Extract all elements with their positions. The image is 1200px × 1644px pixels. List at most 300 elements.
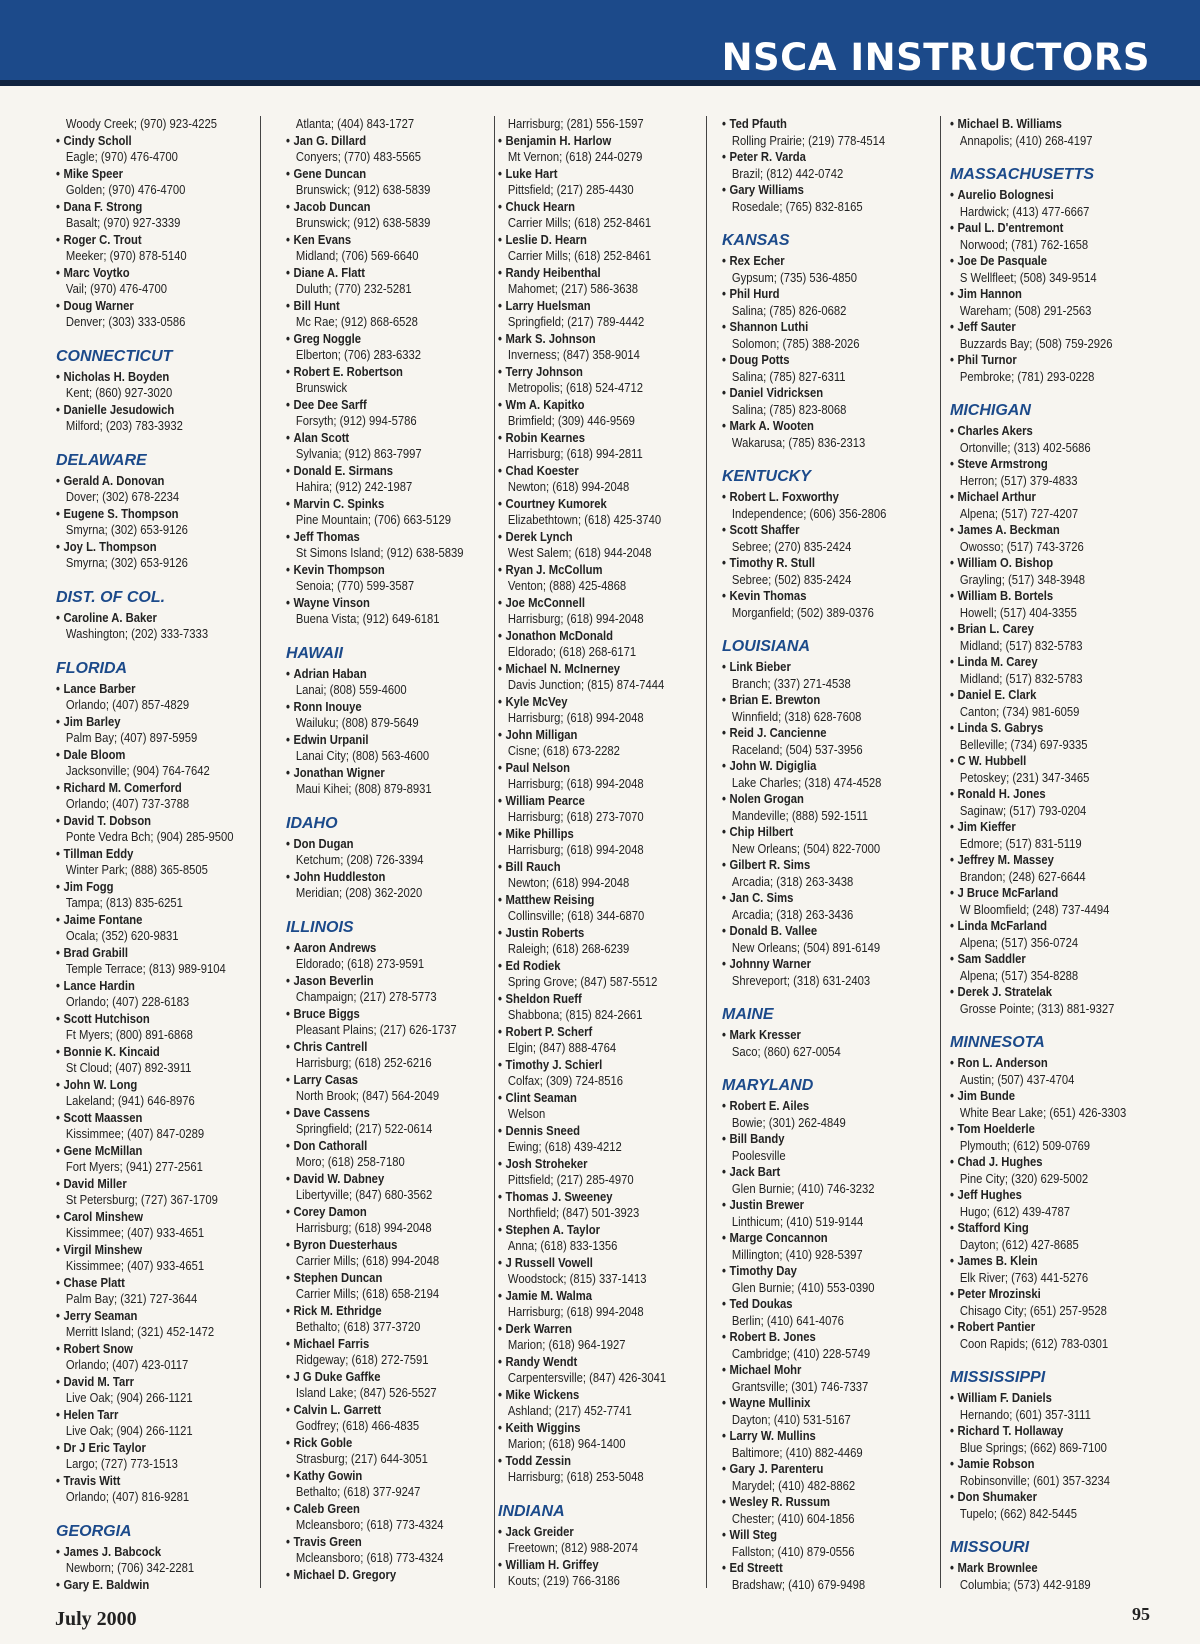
instructor-entry — [286, 973, 486, 1006]
instructor-name: • Kyle McVey — [498, 694, 678, 711]
instructor-location-phone: Springfield; (217) 789-4442 — [507, 315, 645, 329]
instructor-location-phone: Mcleansboro; (618) 773-4324 — [295, 1551, 444, 1565]
instructor-entry — [950, 1560, 1150, 1593]
page-title: NSCA INSTRUCTORS — [721, 36, 1150, 79]
instructor-name: • Scott Maassen — [56, 1110, 232, 1127]
instructor-location-phone: Springfield; (217) 522-0614 — [295, 1122, 433, 1136]
instructor-location-phone: Ortonville; (313) 402-5686 — [959, 440, 1091, 455]
instructor-name: • Larry Huelsman — [498, 298, 678, 315]
instructor-name: • Robert B. Jones — [722, 1329, 911, 1346]
instructor-entry — [286, 1435, 486, 1468]
instructor-name: • Richard M. Comerford — [56, 780, 232, 797]
instructor-location-phone: Annapolis; (410) 268-4197 — [959, 133, 1093, 148]
instructor-entry — [56, 473, 252, 506]
instructor-entry — [722, 1494, 932, 1527]
instructor-location-phone: Basalt; (970) 927-3339 — [65, 216, 181, 230]
instructor-location-phone: Salina; (785) 827-6311 — [731, 369, 846, 384]
instructor-entry — [286, 1369, 486, 1402]
instructor-entry — [722, 1296, 932, 1329]
instructor-name: • Virgil Minshew — [56, 1242, 232, 1259]
instructor-entry — [286, 1270, 486, 1303]
instructor-location-phone: New Orleans; (504) 822-7000 — [731, 841, 881, 856]
instructor-name: • Linda McFarland — [950, 918, 1130, 935]
instructor-location-phone: Metropolis; (618) 524-4712 — [507, 381, 643, 395]
instructor-location-phone: Branch; (337) 271-4538 — [731, 676, 851, 691]
instructor-location-phone: Buena Vista; (912) 649-6181 — [295, 612, 440, 626]
instructor-location-phone: Kouts; (219) 766-3186 — [507, 1574, 620, 1588]
instructor-location-phone: Maui Kihei; (808) 879-8931 — [295, 782, 432, 796]
instructor-name: • Chad Koester — [498, 463, 678, 480]
instructor-entry — [286, 732, 486, 765]
instructor-entry — [722, 352, 932, 385]
instructor-name: • Caroline A. Baker — [56, 610, 232, 627]
instructor-location-phone: Elgin; (847) 888-4764 — [507, 1041, 617, 1055]
instructor-name: • Travis Witt — [56, 1473, 232, 1490]
instructor-name: • Marge Concannon — [722, 1230, 911, 1247]
instructor-name: • Michael N. McInerney — [498, 661, 678, 678]
instructor-location-phone: Marion; (618) 964-1927 — [507, 1338, 626, 1352]
instructor-name: • Caleb Green — [286, 1501, 466, 1518]
instructor-name: • Donald B. Vallee — [722, 923, 911, 940]
instructor-name: • Jamie M. Walma — [498, 1288, 678, 1305]
instructor-name: • Gilbert R. Sims — [722, 857, 911, 874]
issue-date: July 2000 — [55, 1608, 137, 1630]
instructor-location-phone: New Orleans; (504) 891-6149 — [731, 940, 881, 955]
instructor-name: • Keith Wiggins — [498, 1420, 678, 1437]
instructor-location-phone: Lanai; (808) 559-4600 — [295, 683, 407, 697]
instructor-entry — [498, 958, 698, 991]
instructor-entry — [722, 956, 932, 989]
instructor-name: • Robin Kearnes — [498, 430, 678, 447]
instructor-entry — [498, 298, 698, 331]
instructor-location-phone: Independence; (606) 356-2806 — [731, 506, 887, 521]
instructor-location-phone: Mc Rae; (912) 868-6528 — [295, 315, 418, 329]
instructor-entry — [498, 991, 698, 1024]
instructor-name: • Mark A. Wooten — [722, 418, 911, 435]
instructor-entry — [722, 1362, 932, 1395]
instructor-location-phone: Salina; (785) 823-8068 — [731, 402, 847, 417]
instructor-entry — [950, 1187, 1150, 1220]
instructor-entry — [950, 1456, 1150, 1489]
state-heading: MARYLAND — [722, 1077, 814, 1094]
instructor-name: • John W. Digiglia — [722, 758, 911, 775]
instructor-name: • Scott Shaffer — [722, 522, 911, 539]
instructor-location-phone: Pembroke; (781) 293-0228 — [959, 369, 1095, 384]
instructor-name: • Chad J. Hughes — [950, 1154, 1130, 1171]
instructor-name: • Phil Hurd — [722, 286, 911, 303]
instructor-name: • Mark S. Johnson — [498, 331, 678, 348]
directory-column-3 — [498, 116, 707, 1588]
instructor-name: • Wayne Vinson — [286, 595, 466, 612]
instructor-location-phone: Harrisburg; (618) 994-2048 — [507, 612, 644, 626]
instructor-location-phone: Tupelo; (662) 842-5445 — [959, 1506, 1078, 1521]
instructor-entry — [56, 133, 252, 166]
instructor-location-phone: Brunswick; (912) 638-5839 — [295, 183, 431, 197]
instructor-location-phone: Saco; (860) 627-0054 — [731, 1044, 841, 1059]
instructor-entry — [286, 595, 486, 628]
state-heading: DELAWARE — [56, 451, 147, 469]
instructor-location-phone: Columbia; (573) 442-9189 — [959, 1577, 1091, 1592]
instructor-entry — [950, 621, 1150, 654]
instructor-entry — [498, 859, 698, 892]
instructor-entry — [286, 1171, 486, 1204]
instructor-location-phone: Orlando; (407) 737-3788 — [65, 797, 190, 811]
instructor-location-phone: Ocala; (352) 620-9831 — [65, 929, 179, 943]
instructor-entry — [722, 1197, 932, 1230]
instructor-name: • Sheldon Rueff — [498, 991, 678, 1008]
instructor-entry — [286, 1468, 486, 1501]
state-heading: MISSISSIPPI — [950, 1369, 1046, 1386]
instructor-name: • Tillman Eddy — [56, 846, 232, 863]
instructor-entry — [56, 1242, 252, 1275]
instructor-location-phone: Tampa; (813) 835-6251 — [65, 896, 183, 910]
instructor-location-phone: Wareham; (508) 291-2563 — [959, 303, 1092, 318]
instructor-name: • Doug Warner — [56, 298, 232, 315]
instructor-name: • Jack Greider — [498, 1524, 678, 1541]
instructor-name: • Johnny Warner — [722, 956, 911, 973]
instructor-entry — [498, 1090, 698, 1123]
instructor-location-phone: Golden; (970) 476-4700 — [65, 183, 186, 197]
instructor-entry — [498, 562, 698, 595]
instructor-entry — [498, 1453, 698, 1486]
instructor-location-phone: Mcleansboro; (618) 773-4324 — [295, 1518, 444, 1532]
instructor-entry — [498, 1123, 698, 1156]
instructor-name: • Joe De Pasquale — [950, 253, 1130, 270]
instructor-entry — [286, 496, 486, 529]
instructor-entry — [286, 1204, 486, 1237]
instructor-name: • Ronald H. Jones — [950, 786, 1130, 803]
instructor-location-phone: Smyrna; (302) 653-9126 — [65, 556, 188, 570]
instructor-entry — [498, 265, 698, 298]
instructor-name: • C W. Hubbell — [950, 753, 1130, 770]
instructor-name: • Derek Lynch — [498, 529, 678, 546]
instructor-entry — [286, 765, 486, 798]
instructor-location-phone: Ridgeway; (618) 272-7591 — [295, 1353, 429, 1367]
instructor-entry — [722, 659, 932, 692]
instructor-location-phone: Orlando; (407) 816-9281 — [65, 1490, 190, 1504]
instructor-entry — [950, 456, 1150, 489]
instructor-name: • James B. Klein — [950, 1253, 1130, 1270]
instructor-name: • Justin Brewer — [722, 1197, 911, 1214]
instructor-location-phone: Shabbona; (815) 824-2661 — [507, 1008, 643, 1022]
instructor-entry — [56, 978, 252, 1011]
instructor-name: • Gary J. Parenteru — [722, 1461, 911, 1478]
instructor-location-phone: Duluth; (770) 232-5281 — [295, 282, 412, 296]
instructor-name: • Peter Mrozinski — [950, 1286, 1130, 1303]
instructor-name: • Eugene S. Thompson — [56, 506, 232, 523]
instructor-name: • David M. Tarr — [56, 1374, 232, 1391]
instructor-entry — [56, 1440, 252, 1473]
instructor-name: • Chuck Hearn — [498, 199, 678, 216]
instructor-name: • Greg Noggle — [286, 331, 466, 348]
directory-column-5 — [950, 116, 1150, 1593]
instructor-name: • Dale Bloom — [56, 747, 232, 764]
instructor-location-phone: Eagle; (970) 476-4700 — [65, 150, 178, 164]
instructor-entry — [498, 1057, 698, 1090]
instructor-location-phone: Smyrna; (302) 653-9126 — [65, 523, 188, 537]
instructor-name: • Jeff Sauter — [950, 319, 1130, 336]
state-heading: INDIANA — [498, 1502, 565, 1520]
instructor-location-phone: Saginaw; (517) 793-0204 — [959, 803, 1087, 818]
instructor-entry — [950, 885, 1150, 918]
instructor-location-phone: Jacksonville; (904) 764-7642 — [65, 764, 210, 778]
state-heading: MAINE — [722, 1006, 774, 1023]
instructor-entry — [56, 846, 252, 879]
instructor-entry — [722, 1263, 932, 1296]
instructor-location-phone: Hardwick; (413) 477-6667 — [959, 204, 1090, 219]
instructor-entry — [498, 595, 698, 628]
instructor-location-phone: Woodstock; (815) 337-1413 — [507, 1272, 647, 1286]
instructor-name: • Brian L. Carey — [950, 621, 1130, 638]
instructor-location-phone: Eldorado; (618) 273-9591 — [295, 957, 425, 971]
instructor-entry — [950, 1088, 1150, 1121]
instructor-name: • David Miller — [56, 1176, 232, 1193]
instructor-name: • Stephen A. Taylor — [498, 1222, 678, 1239]
instructor-name: • Chip Hilbert — [722, 824, 911, 841]
instructor-name: • Timothy R. Stull — [722, 555, 911, 572]
instructor-name: • Brad Grabill — [56, 945, 232, 962]
instructor-name: • Michael D. Gregory — [286, 1567, 466, 1584]
instructor-name: • Will Steg — [722, 1527, 911, 1544]
instructor-entry — [498, 133, 698, 166]
state-heading: FLORIDA — [56, 659, 128, 677]
instructor-name: • Lance Barber — [56, 681, 232, 698]
instructor-location-phone: Venton; (888) 425-4868 — [507, 579, 627, 593]
instructor-entry — [722, 385, 932, 418]
instructor-entry — [950, 489, 1150, 522]
instructor-name: • Michael Mohr — [722, 1362, 911, 1379]
instructor-name: • Rick M. Ethridge — [286, 1303, 466, 1320]
instructor-location-phone: Lanai City; (808) 563-4600 — [295, 749, 430, 763]
instructor-name: • Jan C. Sims — [722, 890, 911, 907]
instructor-name: • Timothy Day — [722, 1263, 911, 1280]
instructor-location-phone: Vail; (970) 476-4700 — [65, 282, 168, 296]
instructor-location-phone: Norwood; (781) 762-1658 — [959, 237, 1089, 252]
instructor-name: • Doug Potts — [722, 352, 911, 369]
instructor-location-phone: Newton; (618) 994-2048 — [507, 876, 630, 890]
state-heading: MISSOURI — [950, 1539, 1030, 1556]
instructor-entry — [498, 925, 698, 958]
instructor-name: • Jim Kieffer — [950, 819, 1130, 836]
instructor-name: • Mark Kresser — [722, 1027, 911, 1044]
instructor-entry — [722, 1527, 932, 1560]
instructor-name: • Aaron Andrews — [286, 940, 466, 957]
instructor-location-phone: Midland; (517) 832-5783 — [959, 638, 1083, 653]
instructor-entry — [950, 522, 1150, 555]
instructor-entry — [950, 286, 1150, 319]
instructor-entry — [498, 826, 698, 859]
instructor-location-phone: Edmore; (517) 831-5119 — [959, 836, 1082, 851]
instructor-name: • Stafford King — [950, 1220, 1130, 1237]
instructor-location-phone: Mandeville; (888) 592-1511 — [731, 808, 869, 823]
instructor-name: • Gene Duncan — [286, 166, 466, 183]
instructor-name: • Gary Williams — [722, 182, 911, 199]
instructor-entry — [722, 1428, 932, 1461]
instructor-location-phone: Cambridge; (410) 228-5749 — [731, 1346, 871, 1361]
instructor-name: • William F. Daniels — [950, 1390, 1130, 1407]
instructor-location-phone: Hernando; (601) 357-3111 — [959, 1407, 1091, 1422]
instructor-name: • Jim Fogg — [56, 879, 232, 896]
instructor-entry — [286, 562, 486, 595]
instructor-entry — [722, 555, 932, 588]
instructor-name: • Bill Hunt — [286, 298, 466, 315]
instructor-name: • Dennis Sneed — [498, 1123, 678, 1140]
instructor-entry — [498, 1354, 698, 1387]
instructor-entry — [286, 1567, 486, 1584]
instructor-name: • David W. Dabney — [286, 1171, 466, 1188]
instructor-entry — [286, 1534, 486, 1567]
instructor-entry — [56, 1275, 252, 1308]
instructor-entry — [722, 1164, 932, 1197]
instructor-location-phone: Lake Charles; (318) 474-4528 — [731, 775, 882, 790]
instructor-entry — [498, 1288, 698, 1321]
instructor-location-phone: Harrisburg; (618) 252-6216 — [295, 1056, 432, 1070]
instructor-name: • Joe McConnell — [498, 595, 678, 612]
instructor-entry — [722, 182, 932, 215]
instructor-name: • Diane A. Flatt — [286, 265, 466, 282]
instructor-entry — [722, 692, 932, 725]
instructor-location-phone: Temple Terrace; (813) 989-9104 — [65, 962, 226, 976]
instructor-name: • Wayne Mullinix — [722, 1395, 911, 1412]
instructor-name: • Jeffrey M. Massey — [950, 852, 1130, 869]
state-heading: MINNESOTA — [950, 1034, 1045, 1051]
instructor-location-phone: Meridian; (208) 362-2020 — [295, 886, 423, 900]
instructor-entry — [498, 397, 698, 430]
instructor-entry — [56, 539, 252, 572]
instructor-entry — [950, 687, 1150, 720]
instructor-name: • Adrian Haban — [286, 666, 466, 683]
instructor-entry — [56, 681, 252, 714]
instructor-name: • Chase Platt — [56, 1275, 232, 1292]
instructor-name: • Jonathan Wigner — [286, 765, 466, 782]
instructor-entry — [722, 149, 932, 182]
instructor-name: • Mark Brownlee — [950, 1560, 1130, 1577]
instructor-name: • Cindy Scholl — [56, 133, 232, 150]
instructor-location-phone: Sylvania; (912) 863-7997 — [295, 447, 422, 461]
instructor-name: • Joy L. Thompson — [56, 539, 232, 556]
instructor-location-phone: Sebree; (270) 835-2424 — [731, 539, 852, 554]
instructor-location-phone: Moro; (618) 258-7180 — [295, 1155, 405, 1169]
instructor-name: • Aurelio Bolognesi — [950, 187, 1130, 204]
instructor-name: • Thomas J. Sweeney — [498, 1189, 678, 1206]
instructor-entry — [950, 1253, 1150, 1286]
instructor-location-phone: Belleville; (734) 697-9335 — [959, 737, 1088, 752]
instructor-entry — [722, 489, 932, 522]
instructor-name: • Leslie D. Hearn — [498, 232, 678, 249]
instructor-name: • Ted Doukas — [722, 1296, 911, 1313]
instructor-location-phone: Robinsonville; (601) 357-3234 — [959, 1473, 1111, 1488]
instructor-entry — [950, 753, 1150, 786]
instructor-name: • Gene McMillan — [56, 1143, 232, 1160]
instructor-name: • Don Cathorall — [286, 1138, 466, 1155]
instructor-name: • Calvin L. Garrett — [286, 1402, 466, 1419]
instructor-entry — [498, 661, 698, 694]
instructor-location-phone: Bradshaw; (410) 679-9498 — [731, 1577, 866, 1592]
instructor-location-phone: Palm Bay; (321) 727-3644 — [65, 1292, 198, 1306]
instructor-name: • Byron Duesterhaus — [286, 1237, 466, 1254]
instructor-entry — [56, 1176, 252, 1209]
instructor-location-phone: St Cloud; (407) 892-3911 — [65, 1061, 192, 1075]
instructor-entry — [286, 265, 486, 298]
state-heading: MASSACHUSETTS — [950, 166, 1095, 183]
instructor-location-phone: Chisago City; (651) 257-9528 — [959, 1303, 1107, 1318]
instructor-entry — [498, 1255, 698, 1288]
instructor-location-phone: Linthicum; (410) 519-9144 — [731, 1214, 864, 1229]
instructor-entry — [498, 1156, 698, 1189]
instructor-entry — [286, 1402, 486, 1435]
instructor-name: • Brian E. Brewton — [722, 692, 911, 709]
instructor-name: • Jim Barley — [56, 714, 232, 731]
instructor-entry — [56, 166, 252, 199]
instructor-entry — [950, 786, 1150, 819]
instructor-entry — [286, 1303, 486, 1336]
instructor-entry — [498, 892, 698, 925]
instructor-name: • Robert Snow — [56, 1341, 232, 1358]
instructor-entry — [950, 720, 1150, 753]
instructor-name: • Jason Beverlin — [286, 973, 466, 990]
instructor-location-phone: Woody Creek; (970) 923-4225 — [65, 117, 218, 131]
instructor-name: • Danielle Jesudowich — [56, 402, 232, 419]
instructor-entry — [286, 430, 486, 463]
instructor-location-phone: Hahira; (912) 242-1987 — [295, 480, 413, 494]
instructor-entry — [56, 780, 252, 813]
instructor-name: • Paul Nelson — [498, 760, 678, 777]
instructor-location-phone: Strasburg; (217) 644-3051 — [295, 1452, 428, 1466]
instructor-name: • Robert L. Foxworthy — [722, 489, 911, 506]
state-heading: IDAHO — [286, 814, 338, 832]
instructor-location-phone: Rosedale; (765) 832-8165 — [731, 199, 863, 214]
instructor-name: • Larry W. Mullins — [722, 1428, 911, 1445]
instructor-location-phone: Marion; (618) 964-1400 — [507, 1437, 626, 1451]
instructor-entry — [950, 984, 1150, 1017]
instructor-location-phone: Alpena; (517) 727-4207 — [959, 506, 1079, 521]
instructor-name: • Mike Wickens — [498, 1387, 678, 1404]
instructor-name: • Mike Speer — [56, 166, 232, 183]
instructor-entry — [56, 1044, 252, 1077]
instructor-entry — [56, 1577, 252, 1594]
instructor-name: • Ed Streett — [722, 1560, 911, 1577]
header-banner — [0, 0, 1200, 86]
instructor-location-phone: Glen Burnie; (410) 746-3232 — [731, 1181, 875, 1196]
instructor-entry — [56, 265, 252, 298]
instructor-location-phone: Buzzards Bay; (508) 759-2926 — [959, 336, 1113, 351]
instructor-entry — [722, 588, 932, 621]
instructor-name: • William H. Griffey — [498, 1557, 678, 1574]
page-number: 95 — [1132, 1604, 1150, 1624]
instructor-entry — [498, 793, 698, 826]
instructor-name: • Ryan J. McCollum — [498, 562, 678, 579]
instructor-name: • Jerry Seaman — [56, 1308, 232, 1325]
instructor-entry — [950, 918, 1150, 951]
instructor-location-phone: Kent; (860) 927-3020 — [65, 386, 173, 400]
instructor-entry — [950, 1423, 1150, 1456]
instructor-name: • Dr J Eric Taylor — [56, 1440, 232, 1457]
instructor-name: • Justin Roberts — [498, 925, 678, 942]
state-heading: CONNECTICUT — [56, 347, 173, 365]
instructor-location-phone: Morganfield; (502) 389-0376 — [731, 605, 874, 620]
instructor-entry — [286, 1006, 486, 1039]
instructor-location-phone: Washington; (202) 333-7333 — [65, 627, 209, 641]
instructor-location-phone: Ponte Vedra Bch; (904) 285-9500 — [65, 830, 234, 844]
instructor-entry — [286, 232, 486, 265]
instructor-name: • Stephen Duncan — [286, 1270, 466, 1287]
instructor-location-phone: Kissimmee; (407) 933-4651 — [65, 1226, 205, 1240]
instructor-entry — [498, 166, 698, 199]
instructor-location-phone: Brunswick — [295, 381, 348, 395]
instructor-name: • Don Shumaker — [950, 1489, 1130, 1506]
instructor-location-phone: Live Oak; (904) 266-1121 — [65, 1391, 193, 1405]
instructor-location-phone: Carrier Mills; (618) 252-8461 — [507, 216, 652, 230]
